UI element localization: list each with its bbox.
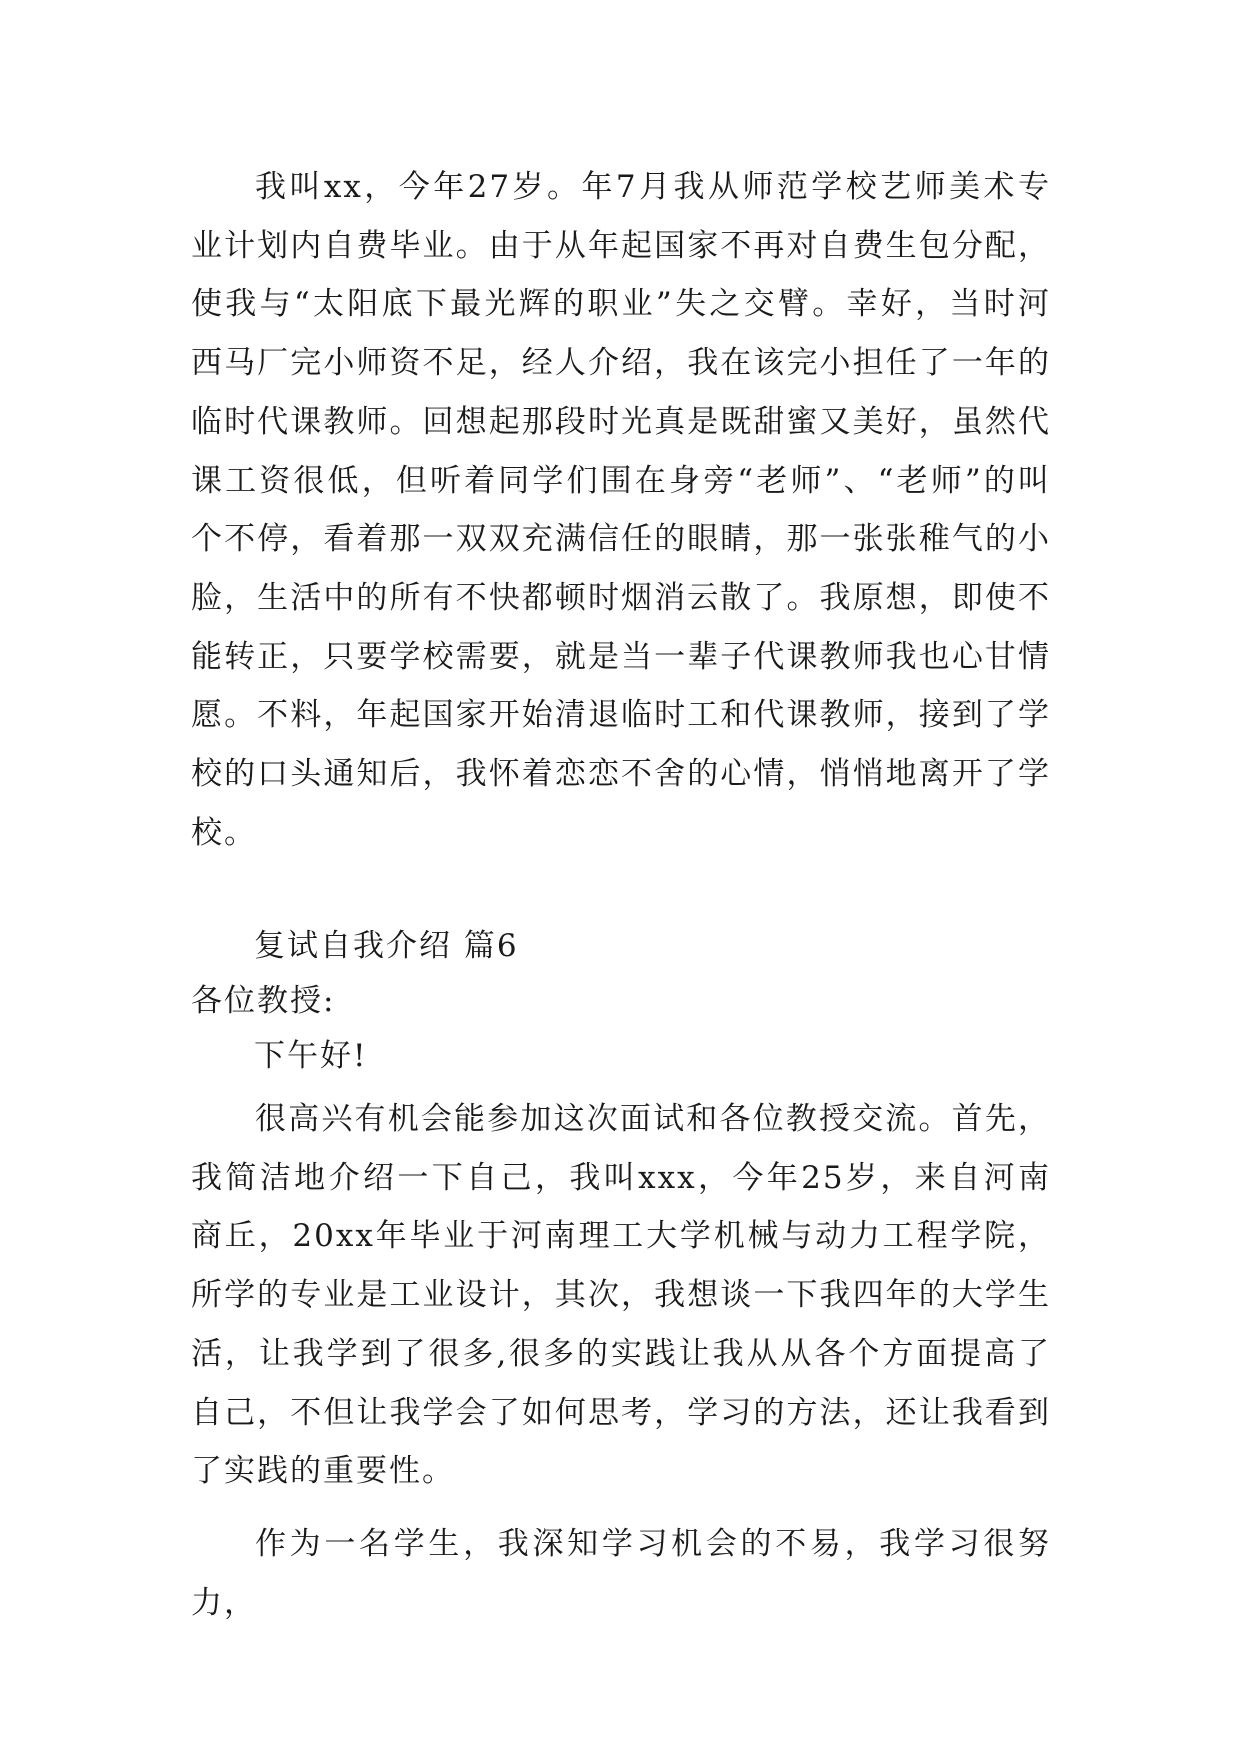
section-heading: 复试自我介绍 篇6 <box>254 928 519 964</box>
paragraph-student: 作为一名学生，我深知学习机会的不易，我学习很努力， <box>191 1526 1051 1621</box>
paragraph-self-intro: 我叫xx，今年27岁。年7月我从师范学校艺师美术专业计划内自费毕业。由于从年起国家不再对自费生包分配，使我与“太阳底下最光辉的职业”失之交臂。幸好，当时河西马厂完小师资不足，经人介绍，我在该完小担任了一年的临时代课教师。回想起那段时光真是既甜蜜又美好，虽然代课工资很低，但听着同学们围在身旁“老师”、“老师”的叫个不停，看着那一双双充满信任的眼睛，那一张张稚气的小脸，生活中的所有不快都顿时烟消云散了。我原想，即使不能转正，只要学校需要，就是当一辈子代课教师我也心甘情愿。不料，年起国家开始清退临时工和代课教师，接到了学校的口头通知后，我怀着恋恋不舍的心情，悄悄地离开了学校。 <box>191 169 1051 851</box>
hello-line: 下午好! <box>254 1038 368 1074</box>
greeting-line: 各位教授: <box>191 983 336 1019</box>
paragraph-interview-intro: 很高兴有机会能参加这次面试和各位教授交流。首先，我简洁地介绍一下自己，我叫xxx，今年25岁，来自河南商丘，20xx年毕业于河南理工大学机械与动力工程学院，所学的专业是工业设计，其次，我想谈一下我四年的大学生活，让我学到了很多,很多的实践让我从从各个方面提高了自己，不但让我学会了如何思考，学习的方法，还让我看到了实践的重要性。 <box>191 1101 1051 1490</box>
